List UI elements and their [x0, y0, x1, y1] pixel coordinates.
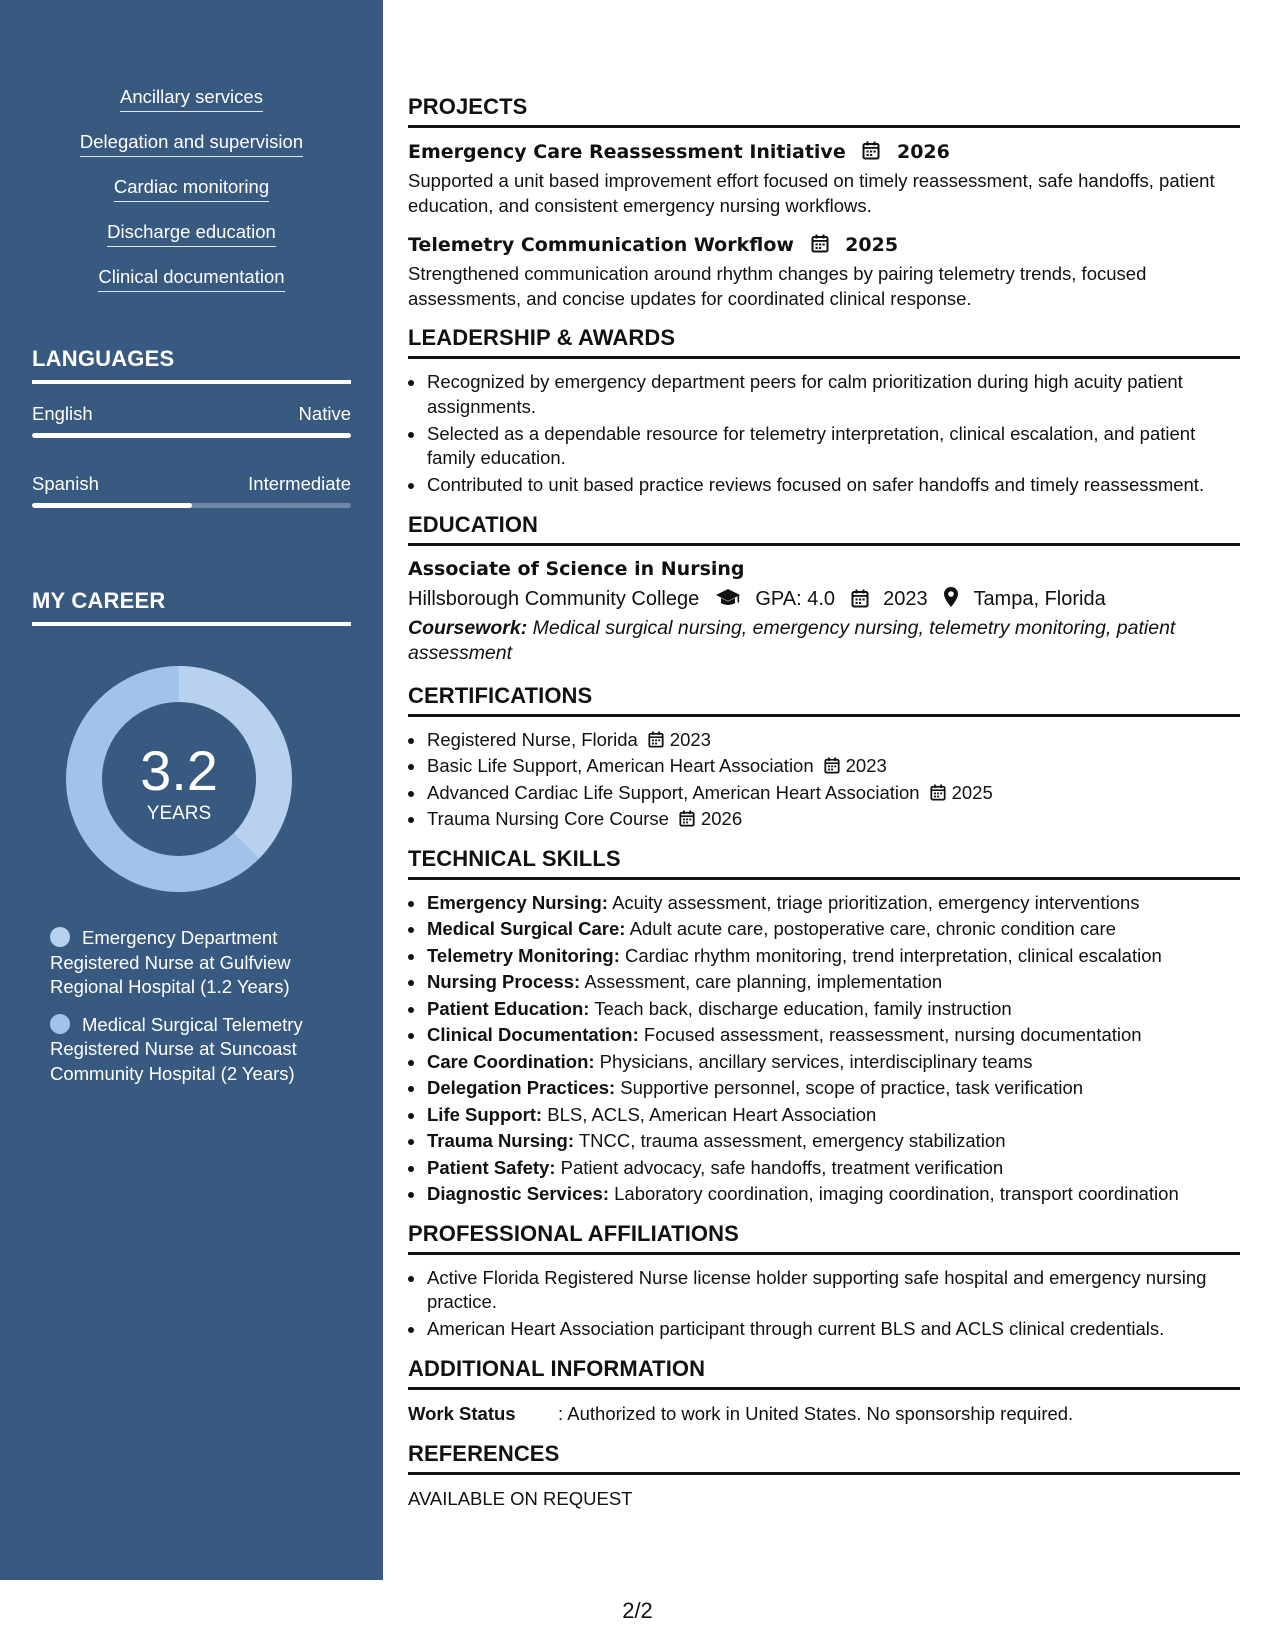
project-name: Emergency Care Reassessment Initiative: [408, 141, 846, 163]
skill-label: Delegation Practices:: [427, 1077, 616, 1098]
language-level: Native: [298, 403, 351, 424]
project-title: [408, 232, 1240, 258]
technical-skill-item: [426, 891, 1240, 916]
skill-text: Acuity assessment, triage prioritization, emergency interventions: [612, 891, 1140, 913]
skill-tag: Discharge education: [107, 221, 276, 247]
skill-label: Life Support:: [427, 1103, 543, 1125]
skill-text: Laboratory coordination, imaging coordination, transport coordination: [614, 1183, 1179, 1204]
education-location: Tampa, Florida: [973, 587, 1106, 610]
language-row: [32, 473, 351, 495]
language-level: Intermediate: [248, 473, 351, 494]
references-text: AVAILABLE ON REQUEST: [408, 1487, 633, 1509]
work-status-row: [408, 1401, 1240, 1427]
certification-name: Advanced Cardiac Life Support, American Heart Association: [427, 781, 920, 803]
language-proficiency-bar: [32, 503, 351, 508]
certification-item: [426, 807, 1240, 832]
education-year: 2023: [883, 587, 928, 610]
certification-name: Trauma Nursing Core Course: [427, 808, 669, 829]
certification-item: [426, 781, 1240, 806]
leadership-item: • Contributed to unit based practice reviews focused on safer handoffs and timely reassessment.: [426, 473, 1240, 498]
skill-label: Trauma Nursing:: [427, 1130, 574, 1151]
work-status-value: : Authorized to work in United States. No sponsorship required.: [558, 1402, 1074, 1424]
affiliations-list: [408, 1266, 1240, 1342]
references-heading: REFERENCES: [408, 1441, 1240, 1475]
career-legend-dot: [50, 1014, 70, 1034]
page-number: 2/2: [622, 1598, 653, 1623]
language-proficiency-fill: [32, 503, 192, 508]
certifications-list: [408, 728, 1240, 832]
skill-text: TNCC, trauma assessment, emergency stabilization: [578, 1130, 1006, 1151]
project-description: Supported a unit based improvement effort focused on timely reassessment, safe handoffs, patient education, and consistent emergency nursing workflows.: [408, 170, 1215, 216]
skill-tag: Cardiac monitoring: [114, 176, 269, 202]
career-heading: MY CAREER: [32, 588, 351, 626]
projects-heading: PROJECTS: [408, 94, 1240, 128]
education-degree: Associate of Science in Nursing: [408, 557, 745, 580]
career-total: 3.2: [140, 739, 218, 802]
skill-text: Teach back, discharge education, family instruction: [594, 997, 1012, 1019]
skill-tags: [0, 86, 383, 311]
skill-text: Supportive personnel, scope of practice, task verification: [620, 1077, 1084, 1098]
education-coursework: [408, 616, 1240, 666]
career-item-text: Medical Surgical Telemetry Registered Nurse at Suncoast Community Hospital (2 Years): [50, 1013, 303, 1084]
sidebar: [0, 0, 383, 1580]
career-list: [50, 926, 350, 1099]
certification-name: Registered Nurse, Florida: [427, 728, 638, 750]
language-name: Spanish: [32, 473, 99, 494]
skill-text: Cardiac rhythm monitoring, trend interpretation, clinical escalation: [625, 944, 1162, 966]
technical-skill-item: [426, 997, 1240, 1022]
calendar-icon: [862, 141, 880, 160]
certification-year: 2023: [669, 728, 711, 750]
skill-tag: Ancillary services: [120, 86, 263, 112]
skill-text: BLS, ACLS, American Heart Association: [547, 1103, 877, 1125]
career-unit: YEARS: [146, 803, 212, 824]
technical-skill-item: [426, 1103, 1240, 1128]
project-title: [408, 139, 1240, 165]
language-proficiency-fill: [32, 433, 351, 438]
skill-label: Emergency Nursing:: [427, 891, 608, 913]
technical-skill-item: [426, 944, 1240, 969]
certification-name: Basic Life Support, American Heart Association: [427, 755, 814, 776]
skill-tag: Clinical documentation: [98, 266, 284, 292]
coursework-text: Medical surgical nursing, emergency nursing, telemetry monitoring, patient assessment: [408, 616, 1176, 664]
leadership-item: • Recognized by emergency department peers for calm prioritization during high acuity patient assignments.: [426, 370, 1240, 419]
technical-skill-item: [426, 1023, 1240, 1048]
main-content: [408, 94, 1240, 1512]
affiliation-item: • Active Florida Registered Nurse license holder supporting safe hospital and emergency nursing practice.: [426, 1266, 1240, 1315]
project-year: 2026: [896, 141, 950, 163]
work-status-label: Work Status: [408, 1402, 516, 1424]
technical-skill-item: [426, 1129, 1240, 1154]
calendar-icon: [851, 589, 869, 608]
certification-year: 2025: [951, 781, 993, 803]
language-proficiency-bar: [32, 433, 351, 438]
calendar-icon: [811, 234, 829, 253]
education-school: Hillsborough Community College: [408, 587, 700, 610]
technical-skills-list: [408, 891, 1240, 1207]
certification-item: [426, 754, 1240, 779]
technical-skills-heading: TECHNICAL SKILLS: [408, 846, 1240, 880]
career-item: [50, 1013, 350, 1087]
skill-label: Diagnostic Services:: [427, 1183, 609, 1204]
technical-skill-item: [426, 1076, 1240, 1101]
skill-label: Nursing Process:: [427, 971, 581, 992]
certification-year: 2023: [845, 755, 887, 776]
skill-text: Focused assessment, reassessment, nursing documentation: [643, 1024, 1142, 1045]
project-year: 2025: [845, 234, 899, 256]
language-name: English: [32, 403, 93, 424]
career-item-text: Emergency Department Registered Nurse at Gulfview Regional Hospital (1.2 Years): [50, 927, 291, 997]
language-row: [32, 403, 351, 425]
certification-item: [426, 728, 1240, 753]
education-heading: EDUCATION: [408, 512, 1240, 546]
skill-label: Clinical Documentation:: [427, 1024, 639, 1045]
project-name: Telemetry Communication Workflow: [408, 234, 794, 256]
affiliation-item: • American Heart Association participant through current BLS and ACLS clinical credentials.: [426, 1317, 1240, 1342]
map-pin-icon: [943, 586, 959, 608]
affiliations-heading: PROFESSIONAL AFFILIATIONS: [408, 1221, 1240, 1255]
leadership-item: • Selected as a dependable resource for telemetry interpretation, clinical escalation, and patient family education.: [426, 422, 1240, 471]
skill-label: Care Coordination:: [427, 1050, 595, 1072]
skill-text: Patient advocacy, safe handoffs, treatment verification: [560, 1156, 1004, 1178]
coursework-label: Coursework:: [408, 616, 528, 639]
skill-label: Medical Surgical Care:: [427, 918, 626, 939]
graduation-cap-icon: [715, 588, 741, 608]
career-item: [50, 926, 350, 1000]
additional-info-heading: ADDITIONAL INFORMATION: [408, 1356, 1240, 1390]
education-meta: [408, 584, 1240, 614]
certification-year: 2026: [700, 808, 743, 829]
skill-text: Assessment, care planning, implementation: [584, 971, 943, 992]
leadership-heading: LEADERSHIP & AWARDS: [408, 325, 1240, 359]
calendar-icon: [679, 810, 695, 827]
calendar-icon: [824, 757, 840, 774]
skill-text: Adult acute care, postoperative care, chronic condition care: [629, 918, 1116, 939]
languages-heading: LANGUAGES: [32, 346, 351, 384]
certifications-heading: CERTIFICATIONS: [408, 683, 1240, 717]
project-description: Strengthened communication around rhythm changes by pairing telemetry trends, focused assessments, and concise updates for coordinated clinical response.: [408, 263, 1147, 309]
skill-text: Physicians, ancillary services, interdisciplinary teams: [599, 1050, 1033, 1072]
technical-skill-item: [426, 970, 1240, 995]
education-gpa: GPA: 4.0: [755, 587, 836, 610]
leadership-list: [408, 370, 1240, 498]
technical-skill-item: [426, 1050, 1240, 1075]
technical-skill-item: [426, 917, 1240, 942]
calendar-icon: [648, 731, 664, 748]
skill-label: Patient Education:: [427, 997, 590, 1019]
skill-label: Patient Safety:: [427, 1156, 556, 1178]
technical-skill-item: [426, 1182, 1240, 1207]
skill-label: Telemetry Monitoring:: [427, 944, 620, 966]
technical-skill-item: [426, 1156, 1240, 1181]
calendar-icon: [930, 784, 946, 801]
career-legend-dot: [50, 927, 70, 947]
skill-tag: Delegation and supervision: [80, 131, 303, 157]
career-donut-chart: [66, 666, 292, 892]
